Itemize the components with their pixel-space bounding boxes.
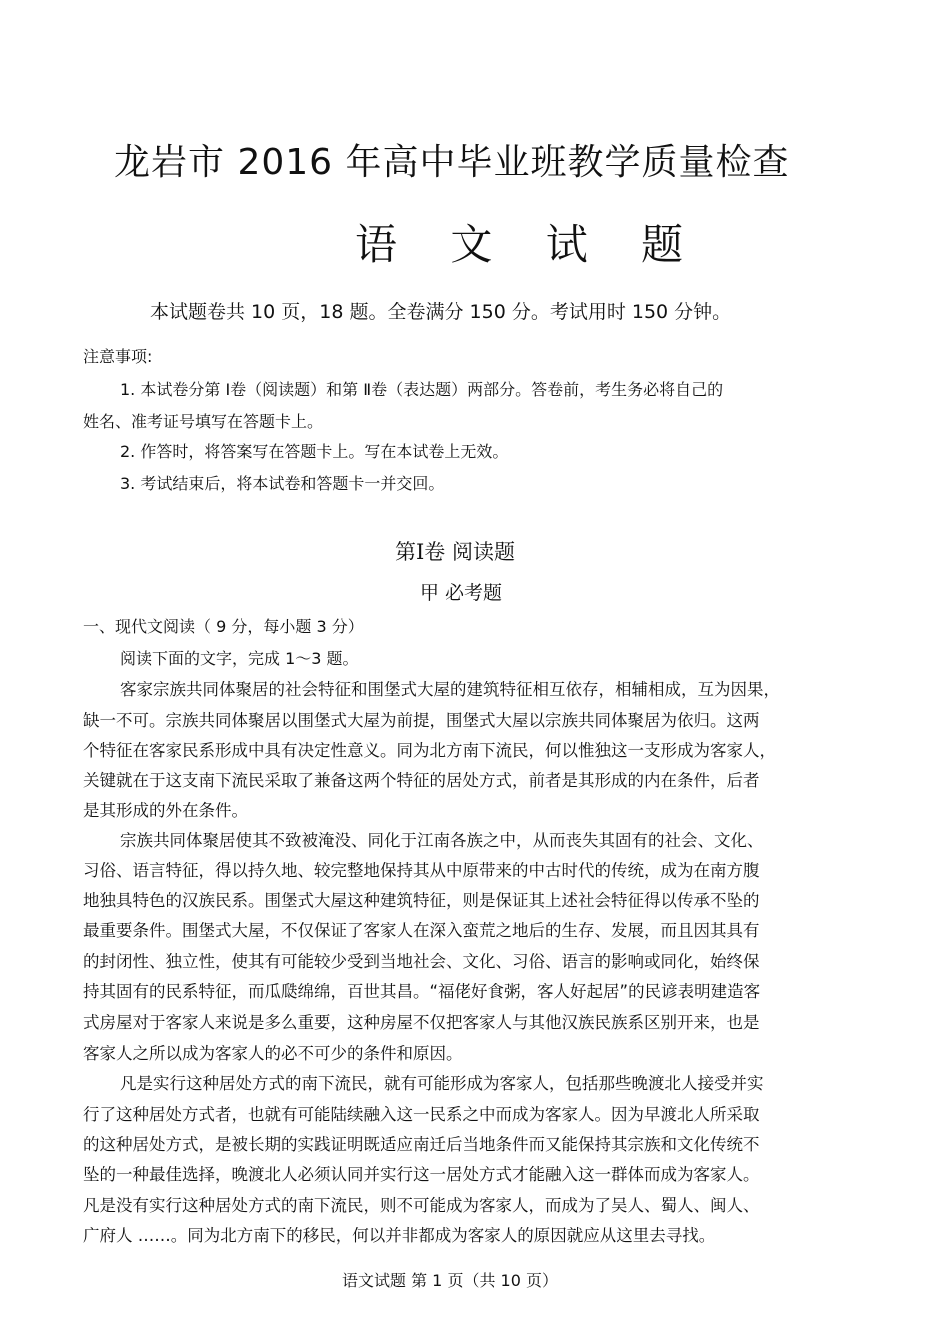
passage-line: 客家人之所以成为客家人的必不可少的条件和原因。 — [83, 1044, 463, 1063]
passage-line: 行了这种居处方式者，也就有可能陆续融入这一民系之中而成为客家人。因为早渡北人所采取 — [83, 1105, 760, 1124]
passage-line: 广府人 ……。同为北方南下的移民，何以并非都成为客家人的原因就应从这里去寻找。 — [83, 1226, 716, 1245]
subject-title: 语 文 试 题 — [355, 220, 704, 269]
reading-instruction: 阅读下面的文字，完成 1～3 题。 — [120, 649, 359, 668]
page-footer: 语文试题 第 1 页（共 10 页） — [342, 1271, 558, 1290]
passage-line: 式房屋对于客家人来说是多么重要，这种房屋不仅把客家人与其他汉族民族系区别开来，也是 — [83, 1013, 760, 1032]
notice-heading: 注意事项: — [83, 347, 153, 366]
passage-line: 的这种居处方式，是被长期的实践证明既适应南迁后当地条件而又能保持其宗族和文化传统不 — [83, 1135, 760, 1154]
subpart-heading: 甲 必考题 — [420, 582, 503, 604]
passage-line: 个特征在客家民系形成中具有决定性意义。同为北方南下流民，何以惟独这一支形成为客家人， — [83, 741, 776, 760]
passage-line: 是其形成的外在条件。 — [83, 801, 248, 820]
notice-item: 姓名、准考证号填写在答题卡上。 — [83, 412, 324, 431]
passage-line: 最重要条件。围堡式大屋，不仅保证了客家人在深入蛮荒之地后的生存、发展，而且因其具有 — [83, 921, 760, 940]
passage-line: 宗族共同体聚居使其不致被淹没、同化于江南各族之中，从而丧失其固有的社会、文化、 — [120, 831, 764, 850]
passage-line: 坠的一种最佳选择，晚渡北人必须认同并实行这一居处方式才能融入这一群体而成为客家人。 — [83, 1165, 760, 1184]
passage-line: 缺一不可。宗族共同体聚居以围堡式大屋为前提，围堡式大屋以宗族共同体聚居为依归。这两 — [83, 711, 760, 730]
notice-item: 2. 作答时，将答案写在答题卡上。写在本试卷上无效。 — [120, 442, 509, 461]
passage-line: 习俗、语言特征，得以持久地、较完整地保持其从中原带来的中古时代的传统，成为在南方腹 — [83, 861, 760, 880]
passage-line: 关键就在于这支南下流民采取了兼备这两个特征的居处方式，前者是其形成的内在条件，后者 — [83, 771, 760, 790]
question-heading: 一、现代文阅读（ 9 分，每小题 3 分） — [83, 617, 364, 636]
notice-item: 3. 考试结束后，将本试卷和答题卡一并交回。 — [120, 474, 445, 493]
passage-line: 的封闭性、独立性，使其有可能较少受到当地社会、文化、习俗、语言的影响或同化，始终保 — [83, 952, 760, 971]
passage-line: 地独具特色的汉族民系。围堡式大屋这种建筑特征，则是保证其上述社会特征得以传承不坠的 — [83, 891, 760, 910]
passage-line: 凡是没有实行这种居处方式的南下流民，则不可能成为客家人，而成为了吴人、蜀人、闽人、 — [83, 1196, 760, 1215]
exam-info: 本试题卷共 10 页，18 题。全卷满分 150 分。考试用时 150 分钟。 — [150, 301, 732, 323]
passage-line: 持其固有的民系特征，而瓜瓞绵绵，百世其昌。“福佬好食粥，客人好起居”的民谚表明建造客 — [83, 982, 761, 1001]
notice-item: 1. 本试卷分第 Ⅰ卷（阅读题）和第 Ⅱ卷（表达题）两部分。答卷前，考生务必将自己的 — [120, 380, 724, 399]
exam-title: 龙岩市 2016 年高中毕业班教学质量检查 — [114, 142, 790, 183]
passage-line: 客家宗族共同体聚居的社会特征和围堡式大屋的建筑特征相互依存，相辅相成，互为因果， — [120, 680, 780, 699]
passage-line: 凡是实行这种居处方式的南下流民，就有可能形成为客家人，包括那些晚渡北人接受并实 — [120, 1074, 764, 1093]
part-heading: 第Ⅰ卷 阅读题 — [395, 540, 515, 564]
